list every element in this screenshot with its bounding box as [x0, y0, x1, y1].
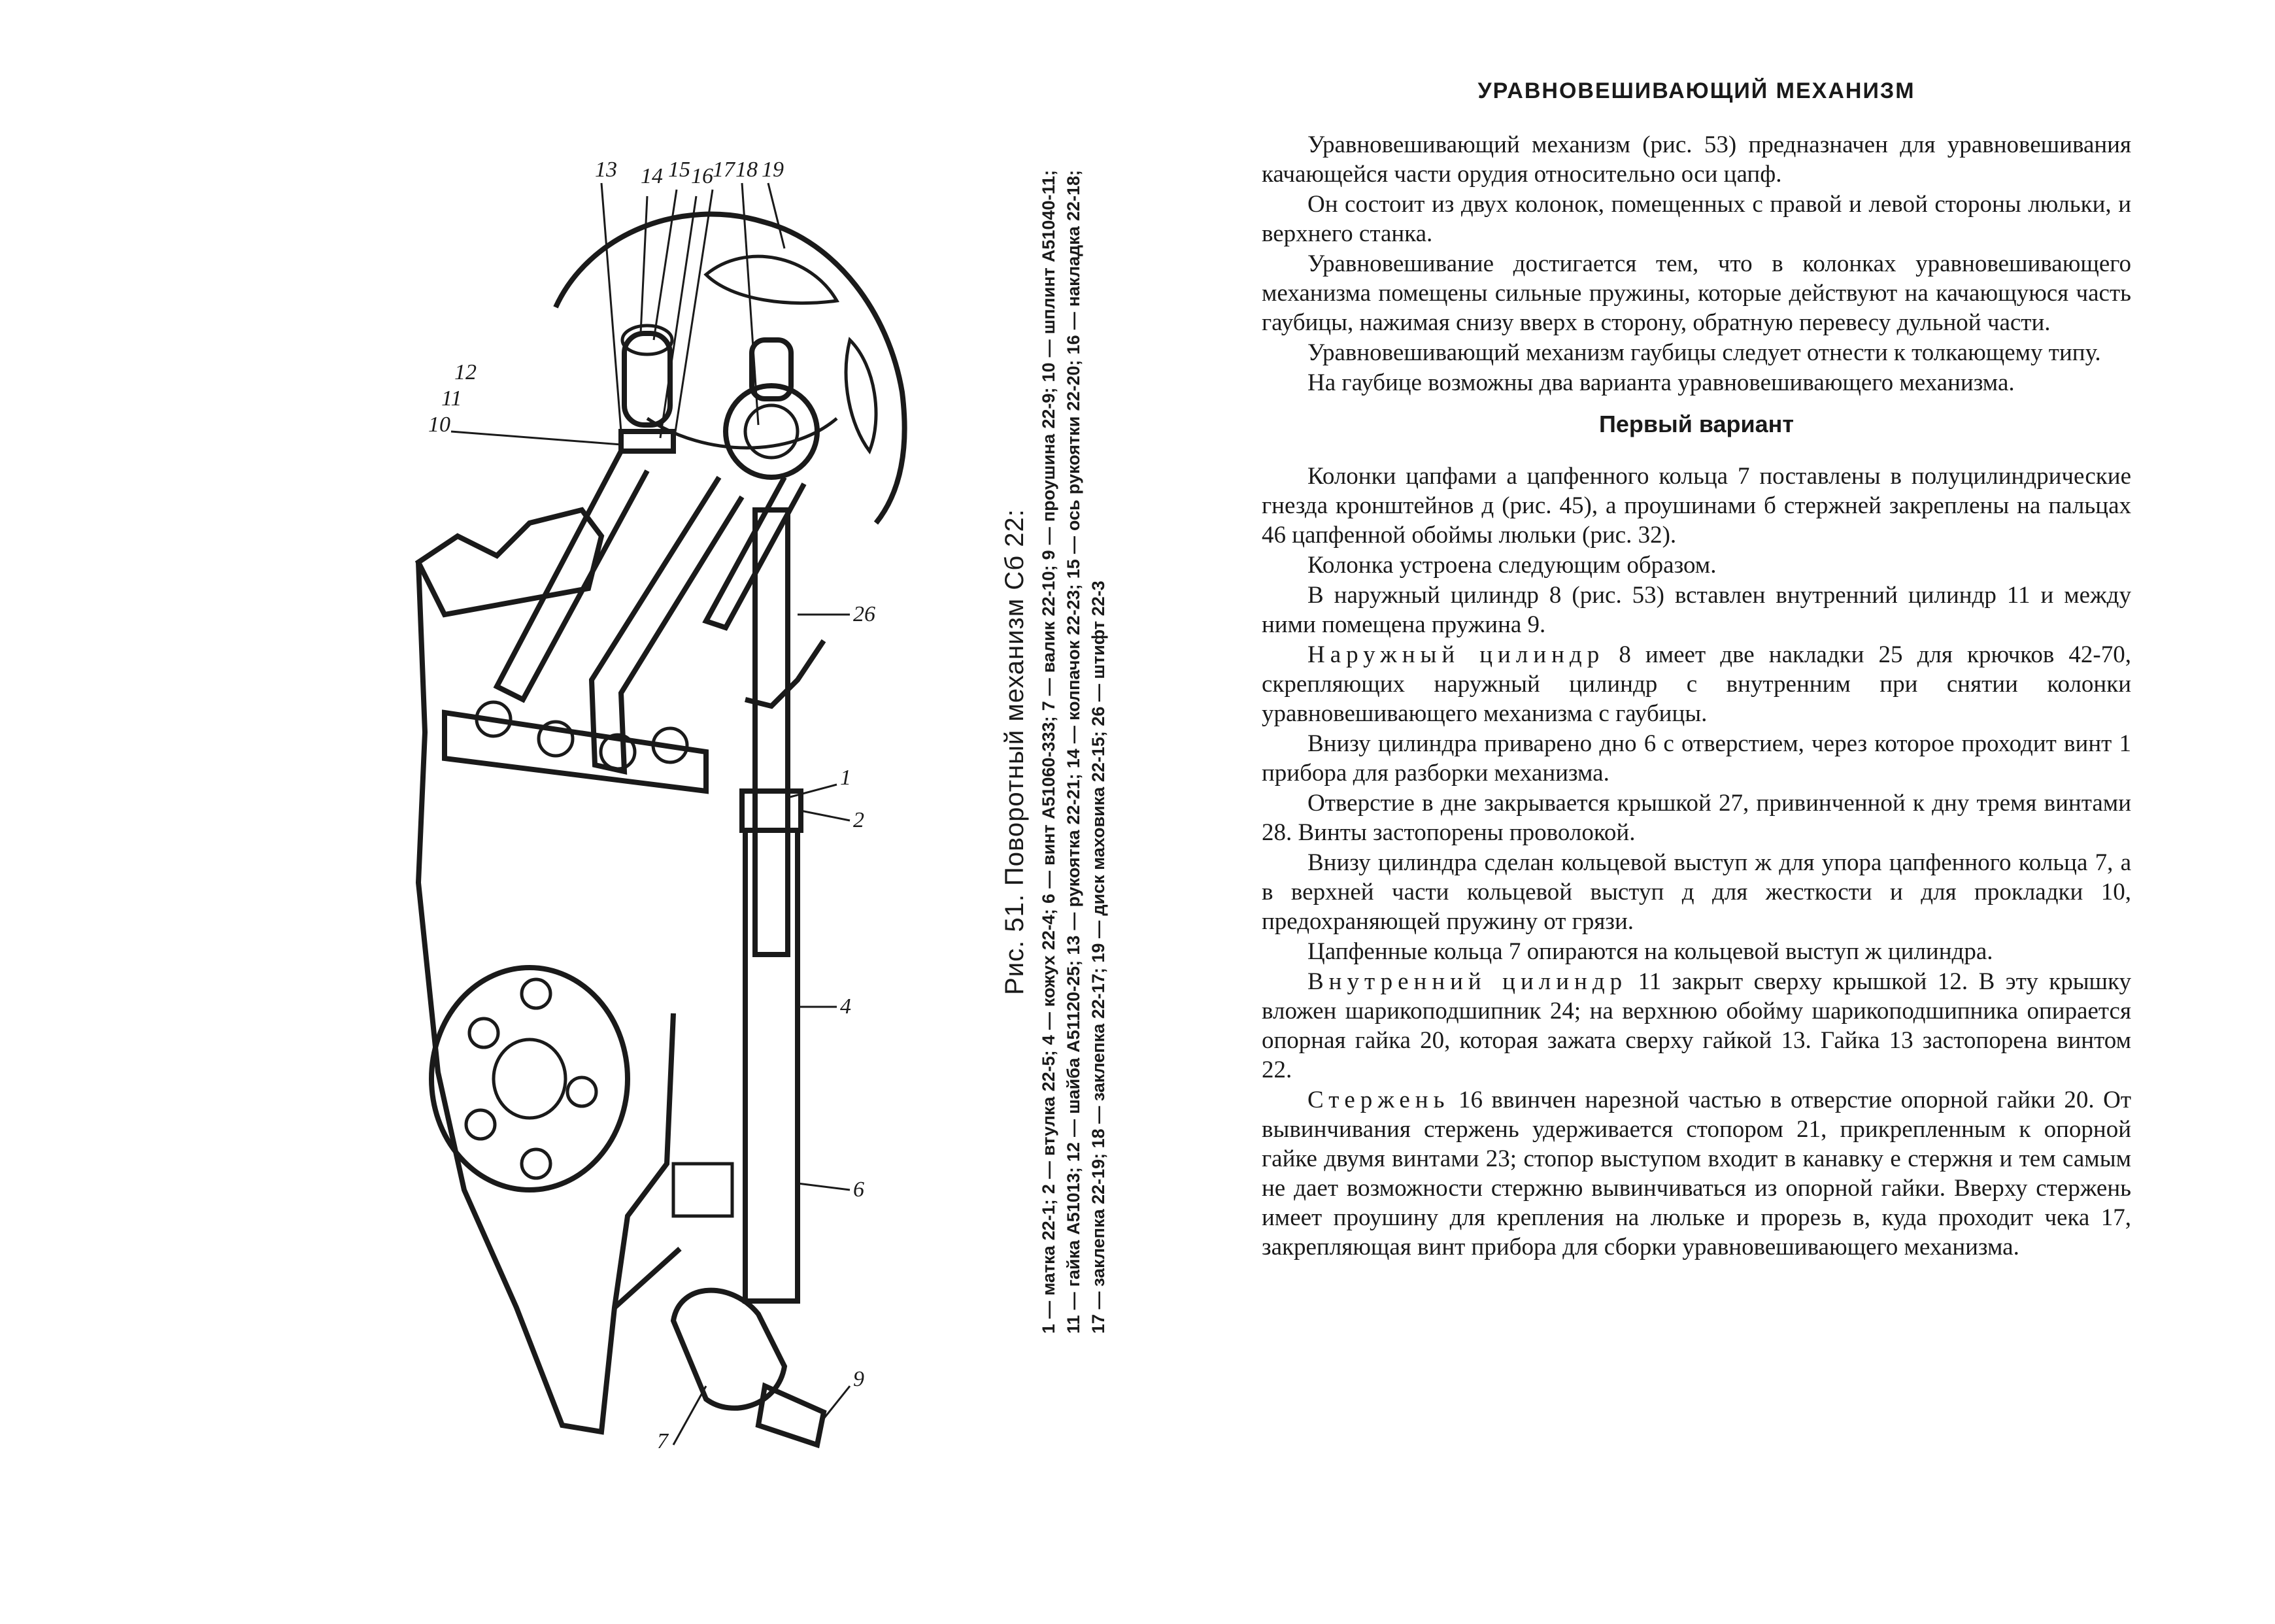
leader-6 [798, 1183, 850, 1190]
handwheel-window-1 [706, 256, 837, 303]
label-6: 6 [853, 1177, 864, 1202]
label-10: 10 [428, 413, 450, 437]
leader-16 [660, 196, 696, 438]
housing-outline [418, 562, 673, 1432]
label-18: 18 [735, 158, 758, 182]
support-block [673, 1164, 732, 1216]
label-14: 14 [641, 164, 663, 188]
caption-legend: 1 — матка 22-1; 2 — втулка 22-5; 4 — кожух 22-4; 6 — винт А51060-333; 7 — валик 22-10; 9 — проушина 22-9; 10 — шплинт А51040-11; 11 — гайка А51013; 12 — шайба А51120-25; 13 — рукоятка 22-21; 14 — колпачок 22-23; 15 — ось рукоятки 22-20; 16 — накладка 22-18; 17 — заклепка 22-19; 18 — заклепка 22-17; 19 — диск маховика 22-15; 26 — штифт 22-3 [1039, 170, 1108, 1334]
subsection-heading: Первый вариант [1598, 411, 1795, 437]
leader-19 [768, 183, 784, 248]
paragraph-5: На гаубице возможны два варианта уравновешивающего механизма. [1307, 369, 2015, 396]
label-9: 9 [853, 1367, 864, 1391]
handwheel-window-2 [846, 340, 876, 451]
paragraph-7: Колонка устроена следующим образом. [1307, 552, 1717, 579]
caption-title: Рис. 51. Поворотный механизм Сб 22: [1000, 509, 1029, 995]
link-arm-1 [497, 451, 647, 700]
right-page [1138, 0, 2275, 1624]
paragraph-9-body: 8 имеет две накладки 25 для крючков 42-70, скрепляющих наружный цилиндр с внутренним при снятии колонки уравновешивающего механизма с гаубицы. [1262, 641, 2132, 727]
leader-7 [673, 1386, 706, 1445]
spaced-term-rod: Стержень [1307, 1087, 1450, 1113]
paragraph-15 [1262, 1085, 2131, 1262]
flange-bolt-2 [469, 1019, 498, 1047]
label-2: 2 [853, 808, 864, 832]
leader-10 [451, 431, 621, 445]
label-12: 12 [454, 360, 477, 384]
hub-inner [745, 405, 798, 458]
leader-9 [824, 1386, 850, 1419]
paragraph-9 [1262, 640, 2131, 728]
flange-bolt-4 [522, 1149, 550, 1178]
leader-14 [641, 196, 647, 333]
label-19: 19 [762, 158, 784, 182]
paragraph-1: Уравновешивающий механизм (рис. 53) предназначен для уравновешивания качающейся части орудия относительно оси цапф. [1262, 131, 2131, 188]
flange-bolt-1 [522, 979, 550, 1008]
lower-fork [673, 1291, 784, 1408]
paragraph-8: В наружный цилиндр 8 (рис. 53) вставлен внутренний цилиндр 11 и между ними помещена пружина 9. [1262, 582, 2131, 638]
spaced-term-inner-cylinder: Внутренний цилиндр [1307, 968, 1628, 995]
text-column [1262, 78, 2131, 1262]
mounting-bracket [445, 713, 706, 791]
mechanism-drawing [366, 144, 1020, 1451]
label-16: 16 [691, 164, 713, 188]
spaced-term-outer-cylinder: Наружный цилиндр [1307, 641, 1605, 668]
paragraph-10: Внизу цилиндра приварено дно 6 с отверстием, через которое проходит винт 1 прибора для разборки механизма. [1262, 730, 2131, 787]
flange-bolt-3 [466, 1110, 495, 1139]
support-strut [615, 1249, 680, 1308]
leader-15 [654, 190, 677, 340]
label-1: 1 [840, 766, 851, 790]
label-7: 7 [657, 1429, 668, 1451]
leader-13 [601, 183, 621, 431]
paragraph-11: Отверстие в дне закрывается крышкой 27, привинченной к дну тремя винтами 28. Винты застопорены проволокой. [1262, 790, 2131, 846]
label-17: 17 [713, 158, 735, 182]
paragraph-2: Он состоит из двух колонок, помещенных с правой и левой стороны люльки, и верхнего станка. [1262, 191, 2131, 247]
label-26: 26 [853, 602, 875, 626]
paragraph-6: Колонки цапфами а цапфенного кольца 7 поставлены в полуцилиндрические гнезда кронштейнов д (рис. 45), а проушинами б стержней закреплены на пальцах 46 цапфенной обоймы люльки (рис. 32). [1262, 463, 2131, 549]
housing-top-edge [418, 510, 601, 615]
handle-grip [624, 333, 670, 425]
paragraph-14-body: 11 закрыт сверху крышкой 12. В эту крышку вложен шарикоподшипник 24; на верхнюю обойму шарикоподшипника опирается опорная гайка 20, которая зажата сверху гайкой 13. Гайка 13 застопорена винтом 22. [1262, 968, 2131, 1083]
paragraph-3: Уравновешивание достигается тем, что в колонках уравновешивающего механизма помещены сильные пружины, которые действуют на качающуюся часть гаубицы, нажимая снизу вверх в сторону, обратную перевесу дульной части. [1262, 250, 2131, 336]
label-13: 13 [595, 158, 617, 182]
paragraph-12: Внизу цилиндра сделан кольцевой выступ ж для упора цапфенного кольца 7, а в верхней части кольцевой выступ д для жесткости и для прокладки 10, предохраняющей пружину от грязи. [1262, 849, 2131, 935]
paragraph-4: Уравновешивающий механизм гаубицы следует отнести к толкающему типу. [1307, 339, 2101, 366]
shaft-upper [755, 510, 788, 955]
flange-hole [494, 1040, 565, 1118]
flange-bolt-5 [567, 1077, 596, 1106]
section-heading: УРАВНОВЕШИВАЮЩИЙ МЕХАНИЗМ [1477, 78, 1915, 103]
paragraph-15-body: 16 ввинчен нарезной частью в отверстие опорной гайки 20. От вывинчивания стержень удерживается стопором 21, прикрепленным к опорной гайке двумя винтами 23; стопор выступом входит в канавку е стержня и тем самым не дает возможности стержню вывинчиваться из опорной гайки. Вверху стержень имеет проушину для крепления на люльке и прорезь в, куда проходит чека 17, закрепляющая винт прибора для сборки уравновешивающего механизма. [1262, 1087, 2131, 1260]
leader-2 [801, 811, 850, 820]
paragraph-14 [1262, 967, 2131, 1085]
flange-plate [431, 968, 628, 1190]
label-15: 15 [668, 158, 690, 182]
label-11: 11 [441, 386, 462, 411]
label-4: 4 [840, 994, 851, 1019]
paragraph-13: Цапфенные кольца 7 опираются на кольцевой выступ ж цилиндра. [1307, 938, 1993, 965]
handle-nut [621, 431, 673, 451]
